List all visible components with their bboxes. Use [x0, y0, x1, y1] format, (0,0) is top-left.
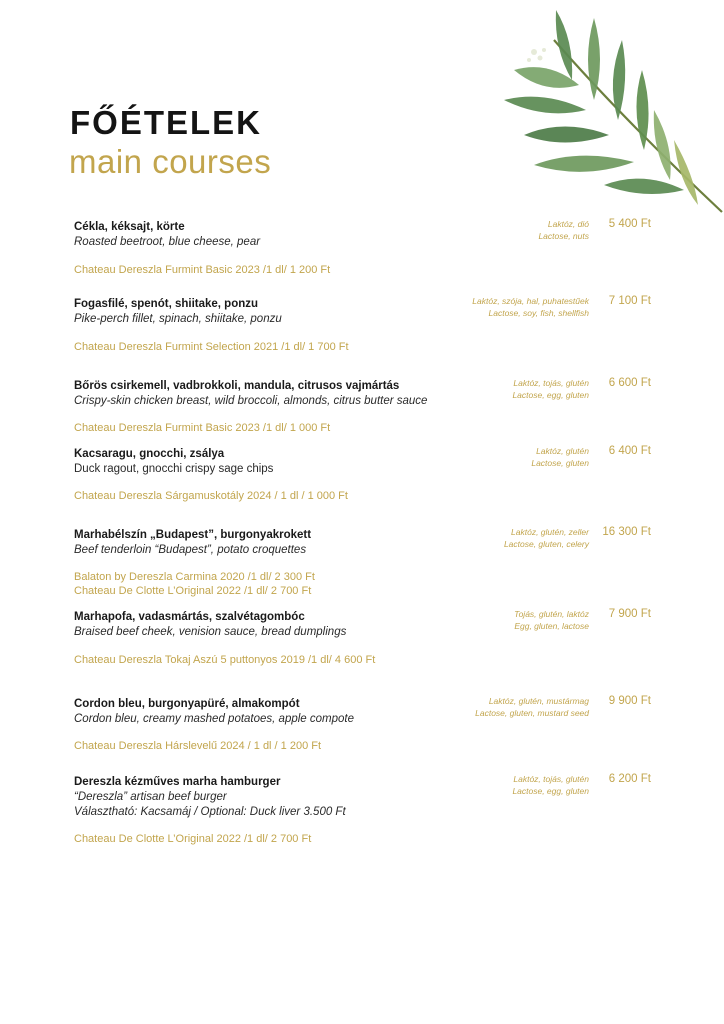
allergen-en: Lactose, gluten [531, 458, 589, 468]
dish-name-hu: Marhabélszín „Budapest”, burgonyakrokett [74, 529, 312, 541]
allergen-en: Egg, gluten, lactose [514, 621, 589, 631]
allergen-en: Lactose, egg, gluten [512, 786, 589, 796]
dish-name-hu: Marhapofa, vadasmártás, szalvétagombóc [74, 611, 305, 623]
wine-pairing: Chateau Dereszla Furmint Selection 2021 /1 dl/ 1 700 Ft [74, 341, 349, 353]
olive-branch-icon [494, 0, 724, 230]
dish-price: 6 200 Ft [608, 773, 651, 785]
dish-price: 9 900 Ft [608, 695, 651, 707]
wine-pairing: Chateau Dereszla Hárslevelű 2024 / 1 dl / 1 200 Ft [74, 740, 322, 752]
wine-pairing: Chateau De Clotte L’Original 2022 /1 dl/ 2 700 Ft [74, 585, 312, 597]
allergen-hu: Tojás, glutén, laktóz [514, 609, 589, 619]
allergen-hu: Laktóz, glutén, mustármag [488, 696, 589, 706]
dish-name-hu: Bőrös csirkemell, vadbrokkoli, mandula, citrusos vajmártás [74, 380, 400, 392]
dish-price: 7 100 Ft [608, 295, 651, 307]
dish-name-en: Cordon bleu, creamy mashed potatoes, apple compote [74, 713, 354, 725]
dish-price: 16 300 Ft [602, 526, 651, 538]
dish-name-hu: Dereszla kézműves marha hamburger [74, 776, 281, 788]
wine-pairing: Balaton by Dereszla Carmina 2020 /1 dl/ 2 300 Ft [74, 571, 315, 583]
dish-option: Választható: Kacsamáj / Optional: Duck liver 3.500 Ft [74, 806, 346, 818]
wine-pairing: Chateau Dereszla Sárgamuskotály 2024 / 1 dl / 1 000 Ft [74, 490, 348, 502]
page-title: FŐÉTELEK [70, 104, 263, 141]
allergen-hu: Laktóz, tojás, glutén [513, 378, 589, 388]
allergen-info [531, 445, 589, 469]
allergen-info [475, 695, 589, 719]
allergen-en: Lactose, gluten, celery [503, 539, 589, 549]
dish-name-hu: Kacsaragu, gnocchi, zsálya [74, 448, 225, 460]
allergen-info [512, 377, 589, 401]
allergen-hu: Laktóz, glutén [536, 446, 589, 456]
allergen-info [472, 295, 589, 319]
dish-name-en: Pike-perch fillet, spinach, shiitake, ponzu [74, 313, 282, 325]
page-subtitle: main courses [69, 143, 272, 180]
allergen-hu: Laktóz, tojás, glutén [513, 774, 589, 784]
allergen-en: Lactose, gluten, mustard seed [475, 708, 589, 718]
allergen-en: Lactose, nuts [538, 231, 589, 241]
allergen-info [538, 218, 589, 242]
dish-name-en: Braised beef cheek, venision sauce, bread dumplings [74, 626, 347, 638]
allergen-en: Lactose, egg, gluten [512, 390, 589, 400]
dish-price: 6 400 Ft [608, 445, 651, 457]
dish-price: 7 900 Ft [608, 608, 651, 620]
wine-pairing: Chateau Dereszla Furmint Basic 2023 /1 dl/ 1 200 Ft [74, 264, 331, 276]
dish-name-en: Roasted beetroot, blue cheese, pear [74, 236, 261, 248]
allergen-en: Lactose, soy, fish, shellfish [488, 308, 589, 318]
dish-name-hu: Fogasfilé, spenót, shiitake, ponzu [74, 298, 259, 310]
allergen-info [504, 526, 589, 550]
allergen-hu: Laktóz, szója, hal, puhatestűek [472, 296, 589, 306]
allergen-info [512, 773, 589, 797]
dish-price: 6 600 Ft [608, 377, 651, 389]
wine-pairing: Chateau Dereszla Tokaj Aszú 5 puttonyos 2019 /1 dl/ 4 600 Ft [74, 654, 376, 666]
wine-pairing: Chateau De Clotte L’Original 2022 /1 dl/ 2 700 Ft [74, 833, 312, 845]
dish-name-hu: Cordon bleu, burgonyapüré, almakompót [74, 698, 300, 710]
allergen-info [514, 608, 589, 632]
allergen-hu: Laktóz, dió [547, 219, 589, 229]
dish-name-en: Crispy-skin chicken breast, wild broccoli, almonds, citrus butter sauce [74, 395, 428, 407]
dish-name-hu: Cékla, kéksajt, körte [74, 221, 185, 233]
dish-name-en: “Dereszla” artisan beef burger [74, 791, 227, 803]
dish-name-en: Beef tenderloin “Budapest”, potato croquettes [74, 544, 307, 556]
wine-pairing: Chateau Dereszla Furmint Basic 2023 /1 dl/ 1 000 Ft [74, 422, 331, 434]
dish-name-en: Duck ragout, gnocchi crispy sage chips [74, 463, 274, 475]
allergen-hu: Laktóz, glutén, zeller [511, 527, 589, 537]
dish-price: 5 400 Ft [608, 218, 651, 230]
